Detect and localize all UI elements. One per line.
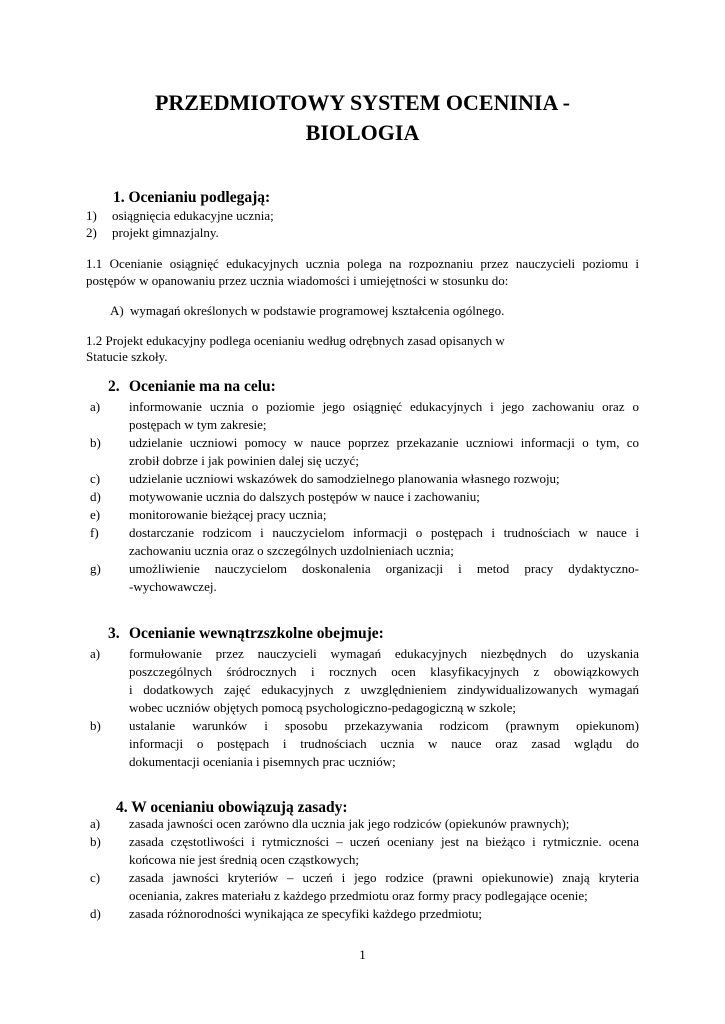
list-item: e) monitorowanie bieżącej pracy ucznia; [90, 507, 327, 522]
list-marker: d) [90, 489, 101, 504]
list-item: g) umożliwienie nauczycielom doskonalenia organizacji i metod pracy dydaktyczno- -wychowawczej. [90, 561, 639, 594]
list-marker: b) [90, 435, 101, 450]
list-marker: a) [90, 816, 101, 831]
list-item: c) udzielanie uczniowi wskazówek do samodzielnego planowania własnego rozwoju; [90, 471, 560, 486]
section-4-heading: 4. W ocenianiu obowiązują zasady: [116, 799, 348, 816]
list-item: b) zasada częstotliwości i rytmiczności – uczeń oceniany jest na bieżąco i rytmicznie. ocena końcowa nie jest średnią ocen cząstkowych; [90, 834, 639, 867]
paragraph-1-2-line-1: 1.2 Projekt edukacyjny podlega ocenianiu według odrębnych zasad opisanych w [86, 333, 505, 348]
section-3-heading: 3. Ocenianie wewnątrzszkolne obejmuje: [108, 625, 384, 642]
document-title [0, 88, 725, 148]
section-1-item-1: 1) osiągnięcia edukacyjne ucznia; [86, 208, 274, 223]
list-marker: b) [90, 718, 101, 733]
list-marker: A) [110, 303, 124, 318]
page-number: 1 [359, 947, 366, 962]
list-marker: b) [90, 834, 101, 849]
list-marker: g) [90, 561, 101, 576]
paragraph-1-2-line-2: Statucie szkoły. [86, 349, 168, 364]
section-2-heading: 2. Ocenianie ma na celu: [108, 378, 276, 395]
list-marker: a) [90, 646, 101, 661]
list-item: d) motywowanie ucznia do dalszych postępów w nauce i zachowaniu; [90, 489, 480, 504]
paragraph-1-1-line-2: postępów w opanowaniu przez ucznia wiadomości i umiejętności w stosunku do: [86, 273, 509, 288]
list-marker: c) [90, 471, 101, 486]
section-3-list [90, 645, 639, 771]
title-line-2: BIOLOGIA [305, 120, 420, 145]
section-1-heading: 1. Ocenianiu podlegają: [113, 189, 271, 206]
list-item: a) formułowanie przez nauczycieli wymagań edukacyjnych niezbędnych do uzyskania poszczególnych śródrocznych i rocznych ocen klasyfikacyjnych z obowiązkowych i dodatkowych zajęć edukacyjnych z uwzględnieniem zindywidualizowanych wymagań wobec uczniów objętych pomocą psychologiczno-pedagogiczną w szkole; [90, 646, 639, 715]
list-marker: 1) [86, 208, 97, 223]
section-2-list [90, 398, 639, 596]
list-marker: d) [90, 906, 101, 921]
section-4-list [90, 815, 639, 923]
list-item: b) ustalanie warunków i sposobu przekazywania rodzicom (prawnym opiekunom) informacji o postępach i trudnościach ucznia w nauce oraz zasad wglądu do dokumentacji oceniania i pisemnych prac uczniów; [90, 718, 639, 769]
paragraph-1-1-line-1: 1.1 Ocenianie osiągnięć edukacyjnych ucznia polega na rozpoznaniu przez nauczycieli poziomu i [86, 256, 639, 271]
list-marker: e) [90, 507, 101, 522]
section-1-item-2: 2) projekt gimnazjalny. [86, 225, 219, 240]
list-marker: a) [90, 399, 101, 414]
list-marker: f) [90, 525, 99, 540]
list-item: f) dostarczanie rodzicom i nauczycielom informacji o postępach i trudnościach w nauce i zachowaniu ucznia oraz o szczególnych uzdolnieniach ucznia; [90, 525, 639, 558]
title-line-1: PRZEDMIOTOWY SYSTEM OCENINIA - [154, 90, 570, 115]
list-marker: c) [90, 870, 101, 885]
list-item: a) informowanie ucznia o poziomie jego osiągnięć edukacyjnych i jego zachowaniu oraz o postępach w tym zakresie; [90, 399, 639, 432]
paragraph-1-1-subitem-a: A) wymagań określonych w podstawie programowej kształcenia ogólnego. [110, 303, 505, 318]
list-item: c) zasada jawności kryteriów – uczeń i jego rodzice (prawni opiekunowie) znają kryteria oceniania, zakres materiału z każdego przedmiotu oraz formy pracy podlegające ocenie; [90, 870, 639, 903]
list-item: d) zasada różnorodności wynikająca ze specyfiki każdego przedmiotu; [90, 906, 483, 921]
list-item: a) zasada jawności ocen zarówno dla ucznia jak jego rodziców (opiekunów prawnych); [90, 816, 570, 831]
list-marker: 2) [86, 225, 97, 240]
list-item: b) udzielanie uczniowi pomocy w nauce poprzez przekazanie uczniowi informacji o tym, co zrobił dobrze i jak powinien dalej się uczyć; [90, 435, 639, 468]
